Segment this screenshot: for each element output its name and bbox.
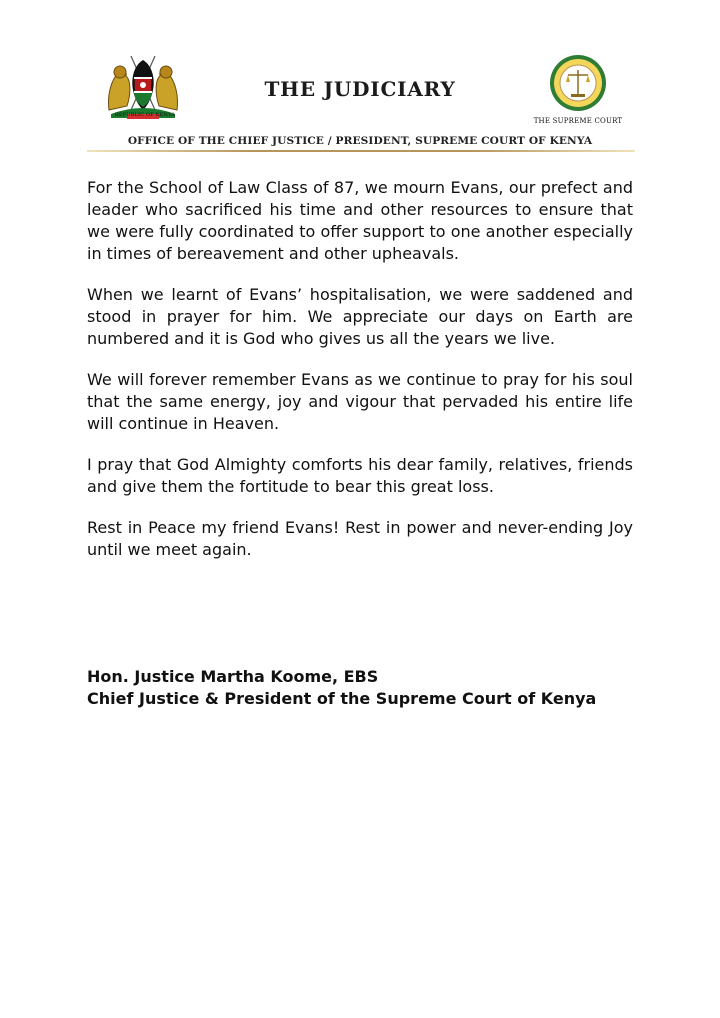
statement-body [87,177,633,580]
paragraph-3: We will forever remember Evans as we continue to pray for his soul that the same energy, joy and vigour that pervaded his entire life will continue in Heaven. [87,370,633,433]
paragraph-1: For the School of Law Class of 87, we mourn Evans, our prefect and leader who sacrificed his time and other resources to ensure that we were fully coordinated to offer support to one another especially in times of bereavement and other upheavals. [87,178,633,263]
signatory-name: Hon. Justice Martha Koome, EBS [87,667,379,686]
paragraph-2: When we learnt of Evans’ hospitalisation, we were saddened and stood in prayer for him. We appreciate our days on Earth are numbered and it is God who gives us all the years we live. [87,285,633,348]
supreme-court-seal-icon [549,54,607,112]
office-line: OFFICE OF THE CHIEF JUSTICE / PRESIDENT, SUPREME COURT OF KENYA [127,135,593,147]
signature-block [87,666,633,710]
supreme-court-caption: THE SUPREME COURT [533,117,623,125]
header-divider [87,150,635,152]
kenya-emblem-caption: REPUBLIC OF KENYA [114,112,176,118]
paragraph-5: Rest in Peace my friend Evans! Rest in power and never-ending Joy until we meet again. [87,518,633,559]
paragraph-4: I pray that God Almighty comforts his dear family, relatives, friends and give them the fortitude to bear this great loss. [87,455,633,496]
signatory-title: Chief Justice & President of the Supreme Court of Kenya [87,689,597,708]
page-title: THE JUDICIARY [264,77,456,101]
